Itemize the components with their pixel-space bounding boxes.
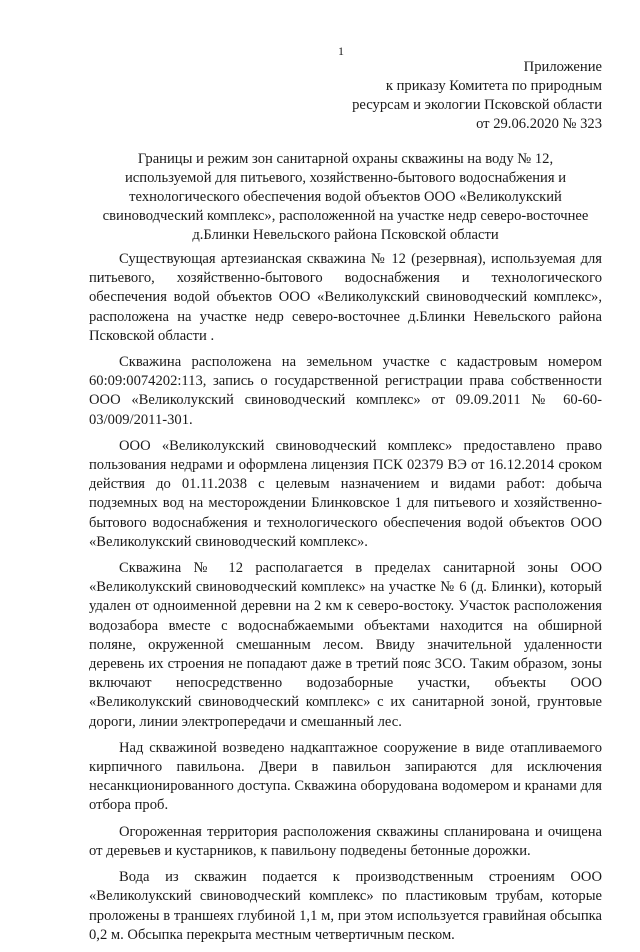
paragraph: Скважина № 12 располагается в пределах санитарной зоны ООО «Великолукский свиноводческий комплекс» на участке № 6 (д. Блинки), который удален от одноименной деревни на 2 км к северо-востоку. Участок расположения водозабора вместе с водоснабжаемыми объектами находится на обширной поляне, окруженной смешанным лесом. Ввиду значительной удаленности деревень их строения не попадают даже в третий пояс ЗСО. Таким образом, зоны включают непосредственно водозаборные участки, объекты ООО «Великолукский свиноводческий комплекс» с их санитарной зоной, грунтовые дороги, линии электропередачи и смешанный лес. xyxy=(89,560,602,730)
title-line: технологического обеспечения водой объектов ООО «Великолукский xyxy=(129,189,562,205)
paragraph: Над скважиной возведено надкаптажное сооружение в виде отапливаемого кирпичного павильона. Двери в павильон запираются для исключения несанкционированного доступа. Скважина оборудована водомером и кранами для отбора проб. xyxy=(89,739,602,814)
paragraph: Вода из скважин подается к производственным строениям ООО «Великолукский свиноводческий комплекс» по пластиковым трубам, которые проложены в траншеях глубиной 1,1 м, при этом используется гравийная обсыпка 0,2 м. Обсыпка перекрыта местным четвертичным песком. xyxy=(89,869,602,943)
page-number: 1 xyxy=(338,44,344,58)
appendix-line: ресурсам и экологии Псковской области xyxy=(352,97,602,113)
paragraph: Скважина расположена на земельном участке с кадастровым номером 60:09:0074202:113, запись о государственной регистрации права собственности ООО «Великолукский свиноводческий комплекс» от 09.09.2011 № 60-60-03/009/2011-301. xyxy=(89,354,602,428)
paragraph: Существующая артезианская скважина № 12 (резервная), используемая для питьевого, хозяйственно-бытового водоснабжения и технологического обеспечения водой объектов ООО «Великолукский свиноводческий комплекс», расположена на участке недр северо-восточнее д.Блинки Невельского района Псковской области . xyxy=(89,251,602,344)
appendix-line: от 29.06.2020 № 323 xyxy=(476,116,602,132)
paragraph: Огороженная территория расположения скважины спланирована и очищена от деревьев и кустарников, к павильону подведены бетонные дорожки. xyxy=(89,823,602,859)
title-line: используемой для питьевого, хозяйственно-бытового водоснабжения и xyxy=(124,170,567,186)
title-line: д.Блинки Невельского района Псковской области xyxy=(192,227,499,243)
title-line: Границы и режим зон санитарной охраны скважины на воду № 12, xyxy=(137,151,554,167)
document-title xyxy=(89,150,602,245)
paragraph: ООО «Великолукский свиноводческий комплекс» предоставлено право пользования недрами и оформлена лицензия ПСК 02379 ВЭ от 16.12.2014 сроком действия до 01.11.2038 с целевым назначением и видами работ: добыча подземных вод на месторождении Блинковское 1 для питьевого и хозяйственно-бытового водоснабжения и технологического обеспечения водой объектов ООО «Великолукский свиноводческий комплекс». xyxy=(89,437,602,550)
title-line: свиноводческий комплекс», расположенной на участке недр северо-восточнее xyxy=(102,208,589,224)
appendix-line: Приложение xyxy=(523,59,602,75)
appendix-header xyxy=(352,58,602,134)
appendix-line: к приказу Комитета по природным xyxy=(385,78,602,94)
document-body xyxy=(89,250,602,952)
